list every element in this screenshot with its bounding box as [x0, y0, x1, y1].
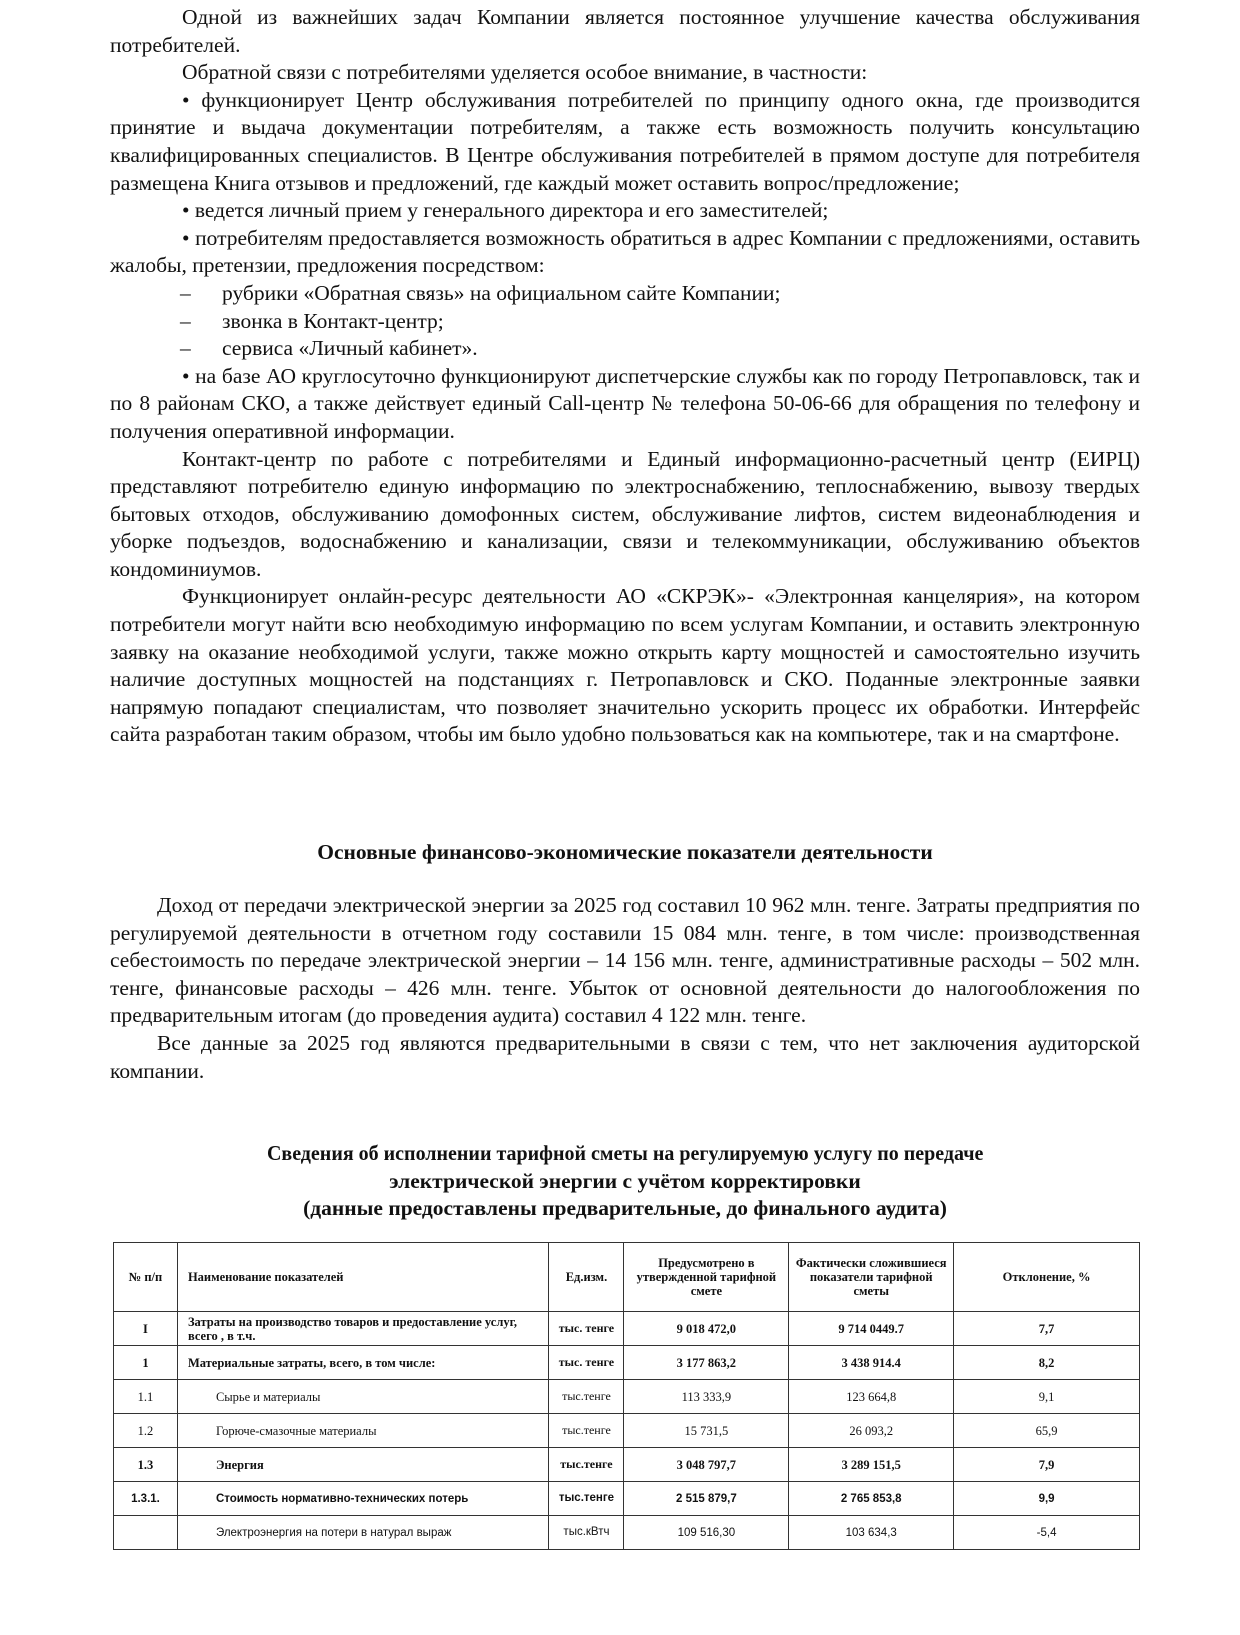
cell-deviation: 7,7	[954, 1312, 1140, 1346]
table-row	[114, 1482, 1140, 1516]
dash-list-item	[110, 280, 1140, 308]
table-row	[114, 1346, 1140, 1380]
cell-planned: 2 515 879,7	[624, 1482, 789, 1516]
header-planned: Предусмотрено в утвержденной тарифной смете	[624, 1243, 789, 1312]
cell-actual: 2 765 853,8	[789, 1482, 954, 1516]
dash-marker: –	[180, 308, 191, 333]
customer-service-section	[110, 4, 1140, 749]
table-row	[114, 1414, 1140, 1448]
bullet-paragraph: • на базе АО круглосуточно функционируют диспетчерские службы как по городу Петропавловск, так и по 8 районам СКО, а также действует единый Call-центр № телефона 50-06-66 для обращения по телефону и получения оперативной информации.	[110, 363, 1140, 443]
cell-deviation: 65,9	[954, 1414, 1140, 1448]
paragraph: Все данные за 2025 год являются предварительными в связи с тем, что нет заключения аудиторской компании.	[110, 1030, 1140, 1083]
table-title-line: электрической энергии с учётом корректировки	[389, 1168, 861, 1193]
cell-unit: тыс. тенге	[549, 1346, 624, 1380]
cell-num: 1	[114, 1346, 178, 1380]
cell-num: 1.3	[114, 1448, 178, 1482]
cell-deviation: 7,9	[954, 1448, 1140, 1482]
header-name: Наименование показателей	[177, 1243, 549, 1312]
header-unit: Ед.изм.	[549, 1243, 624, 1312]
table-row	[114, 1312, 1140, 1346]
cell-name: Горюче-смазочные материалы	[177, 1414, 549, 1448]
table-row	[114, 1380, 1140, 1414]
cell-deviation: -5,4	[954, 1516, 1140, 1550]
bullet-paragraph: • потребителям предоставляется возможность обратиться в адрес Компании с предложениями, оставить жалобы, претензии, предложения посредством:	[110, 225, 1140, 278]
dash-list-item	[110, 308, 1140, 336]
cell-planned: 3 177 863,2	[624, 1346, 789, 1380]
cell-actual: 9 714 0449.7	[789, 1312, 954, 1346]
header-num: № п/п	[114, 1243, 178, 1312]
paragraph: Доход от передачи электрической энергии за 2025 год составил 10 962 млн. тенге. Затраты предприятия по регулируемой деятельности в отчетном году составили 15 084 млн. тенге, в том числе: производственная себестоимость по передаче электрической энергии – 14 156 млн. тенге, административные расходы – 502 млн. тенге, финансовые расходы – 426 млн. тенге. Убыток от основной деятельности до налогообложения по предварительным итогам (до проведения аудита) составил 4 122 млн. тенге.	[110, 893, 1140, 1028]
cell-unit: тыс. тенге	[549, 1312, 624, 1346]
cell-num: 1.3.1.	[114, 1482, 178, 1516]
dash-marker: –	[180, 336, 191, 361]
paragraph: Одной из важнейших задач Компании является постоянное улучшение качества обслуживания потребителей.	[110, 5, 1140, 57]
cell-name: Энергия	[177, 1448, 549, 1482]
finance-section	[110, 892, 1140, 1085]
header-deviation: Отклонение, %	[954, 1243, 1140, 1312]
cell-unit: тыс.тенге	[549, 1482, 624, 1516]
cell-actual: 123 664,8	[789, 1380, 954, 1414]
cell-actual: 3 438 914.4	[789, 1346, 954, 1380]
paragraph: Контакт-центр по работе с потребителями и Единый информационно-расчетный центр (ЕИРЦ) представляют потребителю единую информацию по электроснабжению, теплоснабжению, вывозу твердых бытовых отходов, обслуживанию домофонных систем, обслуживание лифтов, систем видеонаблюдения и уборке подъездов, водоснабжению и канализации, связи и телекоммуникации, обслуживанию объектов кондоминиумов.	[110, 446, 1140, 581]
cell-planned: 3 048 797,7	[624, 1448, 789, 1482]
cell-num: 1.2	[114, 1414, 178, 1448]
section-heading: Основные финансово-экономические показатели деятельности	[317, 840, 933, 864]
cell-deviation: 9,9	[954, 1482, 1140, 1516]
dash-marker: –	[180, 280, 191, 305]
cell-planned: 109 516,30	[624, 1516, 789, 1550]
cell-planned: 15 731,5	[624, 1414, 789, 1448]
paragraph: Функционирует онлайн-ресурс деятельности АО «СКРЭК»- «Электронная канцелярия», на котором потребители могут найти всю необходимую информацию по всем услугам Компании, и оставить электронную заявку на оказание необходимой услуги, также можно открыть карту мощностей и самостоятельно изучить наличие доступных мощностей на подстанциях г. Петропавловск и СКО. Поданные электронные заявки напрямую попадают специалистам, что позволяет значительно ускорить процесс их обработки. Интерфейс сайта разработан таким образом, чтобы им было удобно пользоваться как на компьютере, так и на смартфоне.	[110, 584, 1140, 747]
cell-name: Затраты на производство товаров и предоставление услуг, всего , в т.ч.	[177, 1312, 549, 1346]
table-title-line: Сведения об исполнении тарифной сметы на регулируемую услугу по передаче	[266, 1141, 984, 1165]
cell-planned: 9 018 472,0	[624, 1312, 789, 1346]
table-header-row	[114, 1243, 1140, 1312]
cell-unit: тыс.тенге	[549, 1448, 624, 1482]
cell-name: Электроэнергия на потери в натурал выраж	[177, 1516, 549, 1550]
dash-item-text: рубрики «Обратная связь» на официальном сайте Компании;	[222, 280, 781, 305]
cell-name: Стоимость нормативно-технических потерь	[177, 1482, 549, 1516]
table-row	[114, 1516, 1140, 1550]
dash-item-text: звонка в Контакт-центр;	[222, 308, 444, 333]
cell-num	[114, 1516, 178, 1550]
cell-unit: тыс.тенге	[549, 1380, 624, 1414]
table-title	[110, 1140, 1140, 1223]
cell-name: Материальные затраты, всего, в том числе:	[177, 1346, 549, 1380]
dash-item-text: сервиса «Личный кабинет».	[222, 336, 478, 361]
cell-deviation: 9,1	[954, 1380, 1140, 1414]
header-actual: Фактически сложившиеся показатели тарифной сметы	[789, 1243, 954, 1312]
bullet-paragraph: • ведется личный прием у генерального директора и его заместителей;	[182, 198, 829, 223]
table-title-line: (данные предоставлены предварительные, до финального аудита)	[303, 1196, 947, 1221]
cell-actual: 3 289 151,5	[789, 1448, 954, 1482]
cell-planned: 113 333,9	[624, 1380, 789, 1414]
paragraph: Обратной связи с потребителями уделяется особое внимание, в частности:	[182, 60, 868, 85]
cell-unit: тыс.тенге	[549, 1414, 624, 1448]
table-row	[114, 1448, 1140, 1482]
cell-num: 1.1	[114, 1380, 178, 1414]
cell-num: I	[114, 1312, 178, 1346]
cell-actual: 103 634,3	[789, 1516, 954, 1550]
cell-deviation: 8,2	[954, 1346, 1140, 1380]
cell-unit: тыс.кВтч	[549, 1516, 624, 1550]
bullet-paragraph: • функционирует Центр обслуживания потребителей по принципу одного окна, где производится принятие и выдача документации потребителям, а также есть возможность получить консультацию квалифицированных специалистов. В Центре обслуживания потребителей в прямом доступе для потребителя размещена Книга отзывов и предложений, где каждый может оставить вопрос/предложение;	[110, 87, 1140, 195]
cell-name: Сырье и материалы	[177, 1380, 549, 1414]
tariff-estimate-table	[113, 1242, 1140, 1550]
dash-list-item	[110, 335, 1140, 363]
cell-actual: 26 093,2	[789, 1414, 954, 1448]
